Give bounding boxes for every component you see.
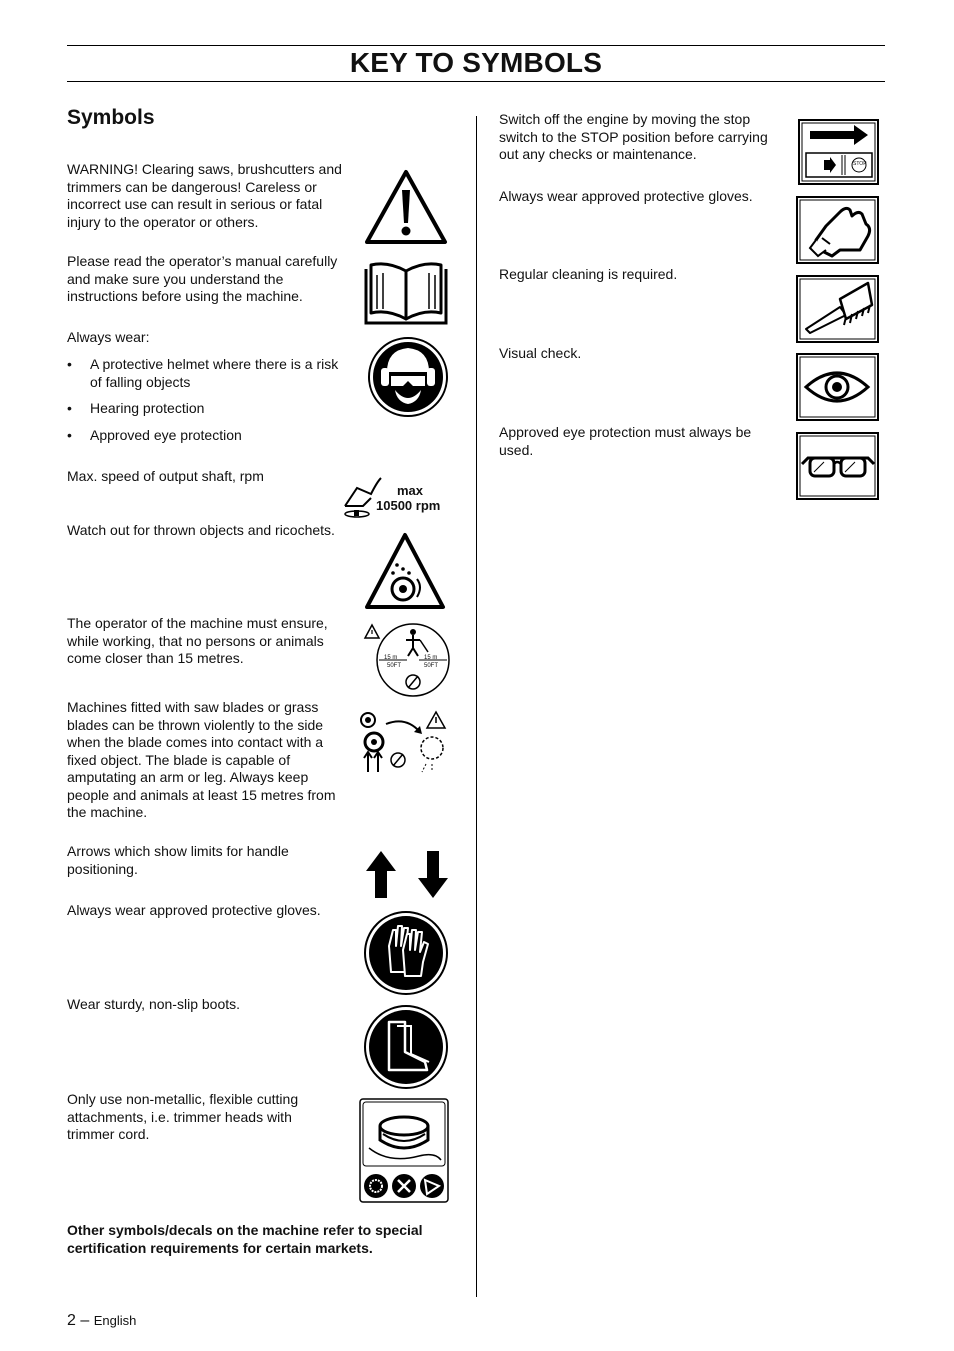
distance-label-right-m: 15 m [424, 655, 438, 661]
non-metallic-text: Only use non-metallic, flexible cutting attachments, i.e. trimmer heads with trimmer cord. [67, 1091, 299, 1142]
gloves-text-right: Always wear approved protective gloves. [499, 188, 753, 204]
eye-protection-text: Approved eye protection must always be used. [499, 424, 752, 458]
distance-label-right-ft: 50FT [424, 663, 439, 669]
handle-arrows-text: Arrows which show limits for handle positioning. [67, 843, 289, 877]
distance-text: The operator of the machine must ensure, while working, that no persons or animals come closer than 15 metres. [67, 615, 328, 666]
manual-book-icon [363, 261, 449, 325]
gloves-round-icon [363, 910, 449, 996]
max-speed-text: Max. speed of output shaft, rpm [67, 468, 264, 484]
manual-text: Please read the operator’s manual carefully and make sure you understand the instructions before using the machine. [67, 253, 338, 304]
rpm-label-value: 10500 rpm [376, 498, 441, 513]
rpm-label-max: max [397, 483, 424, 498]
cleaning-brush-icon [796, 275, 879, 343]
distance-label-left-m: 15 m [384, 655, 398, 661]
distance-label-left-ft: 50FT [387, 663, 402, 669]
warning-text: WARNING! Clearing saws, brushcutters and trimmers can be dangerous! Careless or incorrect use can result in serious or fatal injury to the operator or others. [67, 161, 342, 230]
page-number: 2 – [67, 1312, 90, 1329]
max-rpm-icon [341, 476, 381, 518]
visual-check-text: Visual check. [499, 345, 582, 361]
trimmer-head-icon [359, 1098, 449, 1203]
bullet-marker: • [67, 427, 72, 443]
other-symbols-note: Other symbols/decals on the machine refer to special certification requirements for certain markets. [67, 1222, 423, 1256]
header-rule-bottom [67, 81, 885, 82]
warning-triangle-icon [363, 168, 449, 246]
visual-check-eye-icon [796, 353, 879, 421]
blade-thrust-text: Machines fitted with saw blades or grass blades can be thrown violently to the side when the blade comes into contact with a fixed object. The blade is capable of amputating an arm or leg. Always keep people and animals at least 15 metres from the machine. [67, 699, 336, 820]
blade-thrust-icon [358, 710, 450, 774]
handle-arrow-up-icon [366, 851, 396, 898]
bullet-helmet: A protective helmet where there is a risk of falling objects [90, 356, 339, 390]
page-footer [67, 1312, 136, 1330]
thrown-objects-icon [363, 531, 447, 611]
stop-text: Switch off the engine by moving the stop switch to the STOP position before carrying out any checks or maintenance. [499, 111, 768, 162]
gloves-text-left: Always wear approved protective gloves. [67, 902, 321, 918]
footer-language: English [93, 1313, 137, 1328]
stop-label: STOP [853, 161, 867, 167]
boots-round-icon [363, 1004, 449, 1090]
bullet-marker: • [67, 400, 72, 416]
cleaning-text: Regular cleaning is required. [499, 266, 678, 282]
section-title: Symbols [67, 106, 155, 129]
stop-switch-icon [798, 119, 879, 185]
handle-arrow-down-icon [418, 851, 448, 898]
helmet-hearing-eye-icon [367, 336, 449, 418]
bullet-hearing: Hearing protection [90, 400, 205, 416]
eye-protection-glasses-icon [796, 432, 879, 500]
boots-text: Wear sturdy, non-slip boots. [67, 996, 241, 1012]
page-title: KEY TO SYMBOLS [349, 47, 603, 78]
bullet-marker: • [67, 356, 72, 372]
thrown-objects-text: Watch out for thrown objects and ricochets. [67, 522, 335, 538]
always-wear-text: Always wear: [67, 329, 150, 345]
bullet-eye: Approved eye protection [90, 427, 242, 443]
protective-glove-icon [796, 196, 879, 264]
column-divider [476, 116, 477, 1297]
